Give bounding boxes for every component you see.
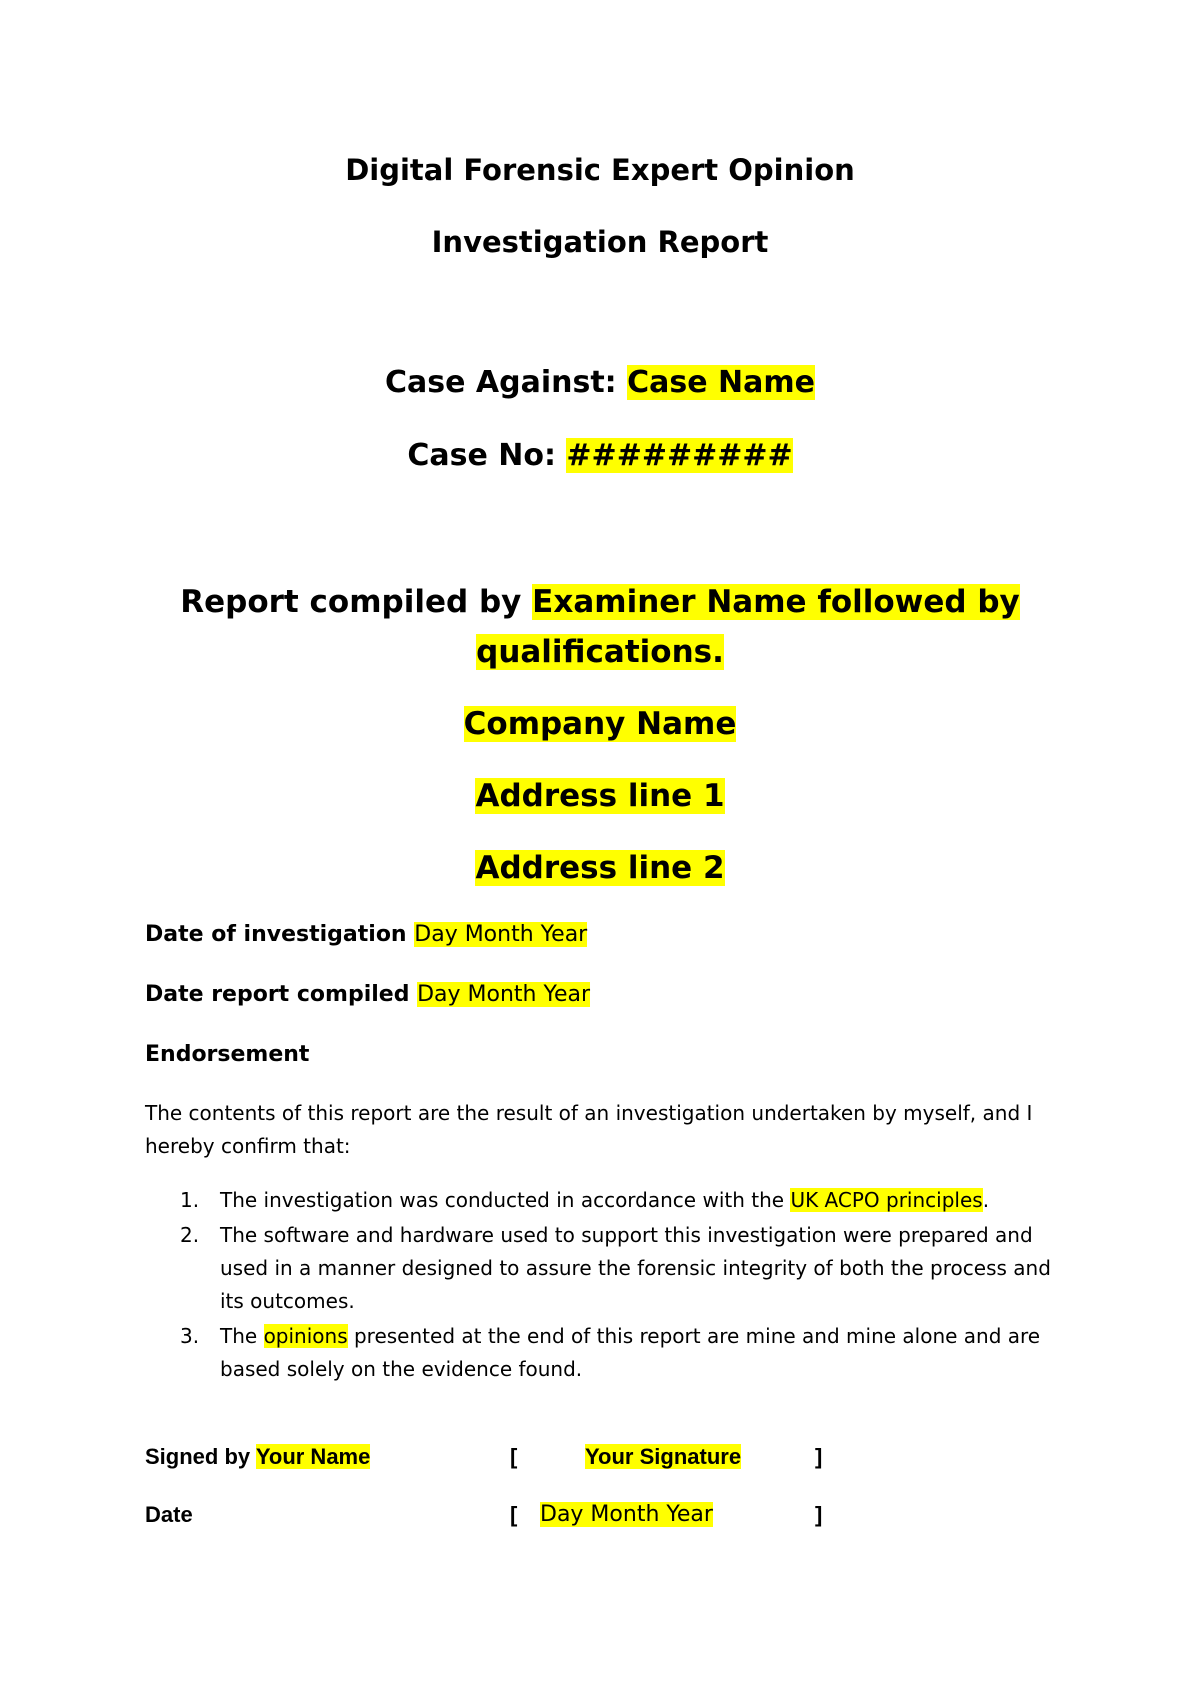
list-item-text: The investigation was conducted in accordance with the: [220, 1188, 791, 1212]
qualifications-line: [0, 628, 1200, 676]
date-report-compiled-value: Day Month Year: [417, 982, 591, 1007]
list-item-line: The software and hardware used to support this investigation were prepared and: [220, 1223, 1033, 1247]
list-item-number: 2.: [180, 1223, 200, 1247]
address-2-value: Address line 2: [475, 850, 725, 886]
address-1-value: Address line 1: [475, 778, 725, 814]
date-bracket-close: ]: [815, 1502, 823, 1527]
list-item-line: its outcomes.: [220, 1289, 355, 1313]
compiled-by-label: Report compiled by: [180, 584, 533, 620]
list-item-text-end: presented at the end of this report are mine and mine alone and are: [347, 1324, 1041, 1348]
signed-by-line: [145, 1441, 370, 1473]
signature-date-placeholder: Day Month Year: [540, 1502, 713, 1527]
list-item-text-end: .: [982, 1188, 990, 1212]
signature-bracket-open: [: [510, 1444, 518, 1469]
list-item-text: The: [220, 1324, 264, 1348]
case-against-label: Case Against:: [385, 365, 628, 400]
case-number-value: #########: [566, 438, 793, 473]
company-line: [0, 700, 1200, 748]
endorsement-intro-line-1: The contents of this report are the result of an investigation undertaken by myself, and I: [145, 1101, 1033, 1125]
date-bracket-open: [: [510, 1502, 518, 1527]
list-item: [180, 1184, 1060, 1217]
date-report-compiled-label: Date report compiled: [145, 982, 418, 1007]
endorsement-intro-line-2: hereby confirm that:: [145, 1134, 351, 1158]
case-name-value: Case Name: [627, 365, 815, 400]
case-against-line: [0, 363, 1200, 403]
address-line-1: [0, 772, 1200, 820]
date-label: Date: [145, 1502, 193, 1527]
date-report-compiled-line: [145, 979, 590, 1011]
date-of-investigation-value: Day Month Year: [414, 922, 588, 947]
signature-date-value: [540, 1499, 713, 1531]
company-name-value: Company Name: [463, 706, 737, 742]
list-item-number: 1.: [180, 1188, 200, 1212]
acpo-principles-highlight: UK ACPO principles: [790, 1188, 983, 1212]
date-of-investigation-label: Date of investigation: [145, 922, 415, 947]
list-item-line: used in a manner designed to assure the forensic integrity of both the process and: [220, 1256, 1051, 1280]
list-item: [180, 1219, 1060, 1318]
signature-bracket-close: ]: [815, 1444, 823, 1469]
your-name-value: Your Name: [255, 1444, 371, 1469]
list-item-line: based solely on the evidence found.: [220, 1357, 583, 1381]
list-item-line: [220, 1320, 1060, 1353]
examiner-name-value: Examiner Name followed by: [532, 584, 1020, 620]
address-line-2: [0, 844, 1200, 892]
your-signature-value: [585, 1441, 741, 1473]
document-subtitle: Investigation Report: [431, 225, 769, 259]
list-item: [180, 1320, 1060, 1386]
list-item-number: 3.: [180, 1324, 200, 1348]
document-title: Digital Forensic Expert Opinion: [345, 153, 855, 187]
opinions-highlight: opinions: [263, 1324, 348, 1348]
qualifications-value: qualifications.: [476, 634, 724, 670]
endorsement-list: [180, 1184, 1060, 1388]
signed-by-label: Signed by: [145, 1444, 256, 1469]
case-number-label: Case No:: [407, 438, 567, 473]
signature-placeholder: Your Signature: [585, 1444, 742, 1469]
date-of-investigation-line: [145, 919, 587, 951]
case-number-line: [0, 436, 1200, 476]
compiled-by-line: [0, 578, 1200, 626]
endorsement-heading: Endorsement: [145, 1042, 310, 1067]
endorsement-intro: [145, 1097, 1045, 1163]
